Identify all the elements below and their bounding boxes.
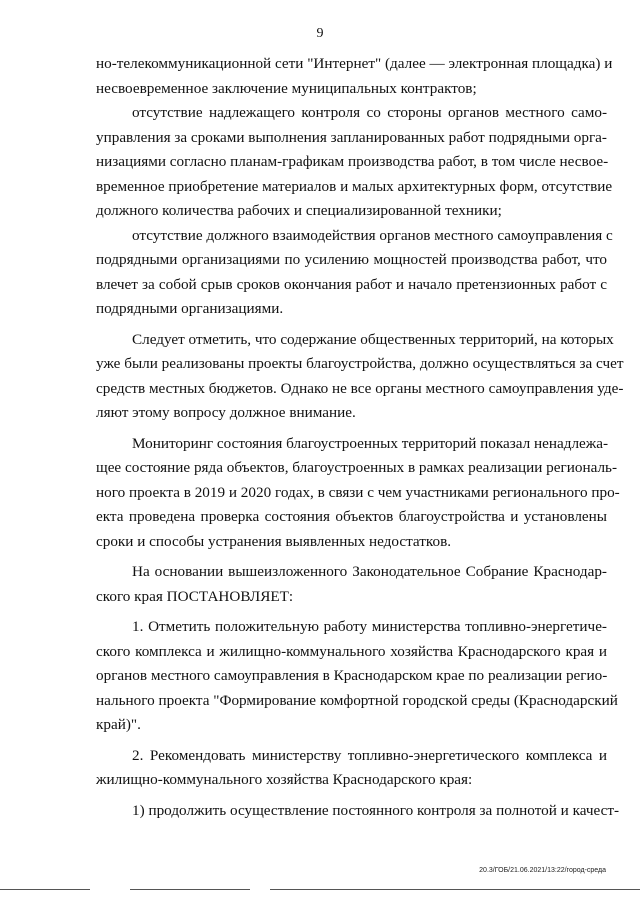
text-line: несвоевременное заключение муниципальных контрактов;: [96, 79, 477, 97]
text-line: щее состояние ряда объектов, благоустроенных в рамках реализации региональ-: [96, 459, 618, 476]
text-line: Следует отметить, что содержание общественных территорий, на которых: [132, 330, 614, 348]
text-line: управления за сроками выполнения запланированных работ подрядными орга-: [96, 128, 607, 146]
text-line: 1. Отметить положительную работу министерства топливно-энергетиче-: [132, 618, 607, 635]
body-text: [96, 52, 624, 823]
text-line: нального проекта "Формирование комфортной городской среды (Краснодарский: [96, 691, 618, 709]
text-line: ского края ПОСТАНОВЛЯЕТ:: [96, 587, 294, 605]
text-line: уже были реализованы проекты благоустройства, должно осуществляться за счет: [96, 355, 624, 372]
text-line: ного проекта в 2019 и 2020 годах, в связи с чем участниками регионального про-: [96, 483, 620, 501]
text-line: временное приобретение материалов и малых архитектурных форм, отсутствие: [96, 177, 613, 195]
text-line: подрядными организациями.: [96, 300, 284, 317]
text-line: сроки и способы устранения выявленных недостатков.: [96, 532, 452, 550]
text-line: 2. Рекомендовать министерству топливно-энергетического комплекса и: [132, 746, 607, 764]
text-line: ского комплекса и жилищно-коммунального хозяйства Краснодарского края и: [96, 642, 607, 660]
text-line: подрядными организациями по усилению мощностей производства работ, что: [96, 251, 607, 268]
text-line: отсутствие должного взаимодействия органов местного самоуправления с: [132, 226, 613, 244]
text-line: органов местного самоуправления в Краснодарском крае по реализации регио-: [96, 667, 608, 684]
document-code: 20.3/ГОБ/21.06.2021/13:22/город-среда: [479, 867, 606, 874]
text-line: должного количества рабочих и специализированной техники;: [96, 202, 502, 219]
text-line: 1) продолжить осуществление постоянного контроля за полнотой и качест-: [132, 801, 620, 819]
page-number: 9: [316, 26, 324, 41]
text-line: екта проведена проверка состояния объектов благоустройства и установлены: [96, 508, 607, 525]
text-line: жилищно-коммунального хозяйства Краснодарского края:: [96, 771, 473, 788]
text-line: отсутствие надлежащего контроля со стороны органов местного само-: [132, 104, 607, 121]
text-line: влечет за собой срыв сроков окончания работ и начало претензионных работ с: [96, 275, 607, 293]
text-line: Мониторинг состояния благоустроенных территорий показал ненадлежа-: [132, 434, 609, 452]
text-line: На основании вышеизложенного Законодательное Собрание Краснодар-: [132, 563, 607, 580]
text-line: средств местных бюджетов. Однако не все органы местного самоуправления уде-: [96, 379, 624, 397]
text-line: но-телекоммуникационной сети "Интернет" (далее — электронная площадка) и: [96, 55, 613, 72]
text-line: край)".: [96, 716, 141, 733]
text-line: низациями согласно планам-графикам производства работ, в том числе несвое-: [96, 153, 609, 170]
text-line: ляют этому вопросу должное внимание.: [96, 404, 356, 421]
bottom-scan-edge: [0, 889, 640, 890]
